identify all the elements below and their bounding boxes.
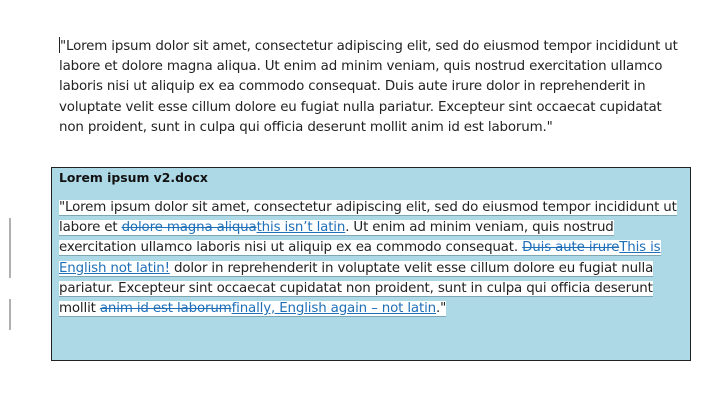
inserted-text: this isn’t latin [256, 220, 346, 236]
inserted-text: finally, English again – not latin [231, 301, 436, 317]
deleted-text: Duis aute irure [522, 240, 620, 256]
compare-popup [51, 167, 691, 361]
inserted-text: This is English not latin! [59, 240, 661, 276]
compare-file-name: Lorem ipsum v2.docx [59, 170, 208, 185]
compare-text [59, 198, 681, 319]
change-bar [9, 299, 11, 330]
text-segment: . Ut enim ad minim veniam, quis nostrud exercitation ullamco laboris nisi ut aliquip ex ea commodo consequat. [59, 220, 614, 256]
compare-text-run [59, 200, 677, 317]
text-segment: "Lorem ipsum dolor sit amet, consectetur adipiscing elit, sed do eiusmod tempor incididunt ut labore et [59, 200, 677, 236]
paragraph-text: "Lorem ipsum dolor sit amet, consectetur adipiscing elit, sed do eiusmod tempor incididunt ut labore et dolore magna aliqua. Ut enim ad minim veniam, quis nostrud exercitation ullamco laboris nisi ut aliquip ex ea commodo consequat. Duis aute irure dolor in reprehenderit in voluptate velit esse cillum dolore eu fugiat nulla pariatur. Excepteur sint occaecat cupidatat non proident, sunt in culpa qui officia deserunt mollit anim id est laborum." [59, 39, 678, 135]
deleted-text: dolore magna aliqua [121, 220, 257, 236]
text-segment: dolor in reprehenderit in voluptate velit esse cillum dolore eu fugiat nulla pariatur. Excepteur sint occaecat cupidatat non proident, sunt in culpa qui officia deserunt mollit [59, 260, 654, 317]
deleted-text: anim id est laborum [99, 301, 232, 317]
change-bar [9, 218, 11, 278]
document-paragraph[interactable] [59, 37, 689, 138]
text-segment: ." [436, 301, 447, 317]
